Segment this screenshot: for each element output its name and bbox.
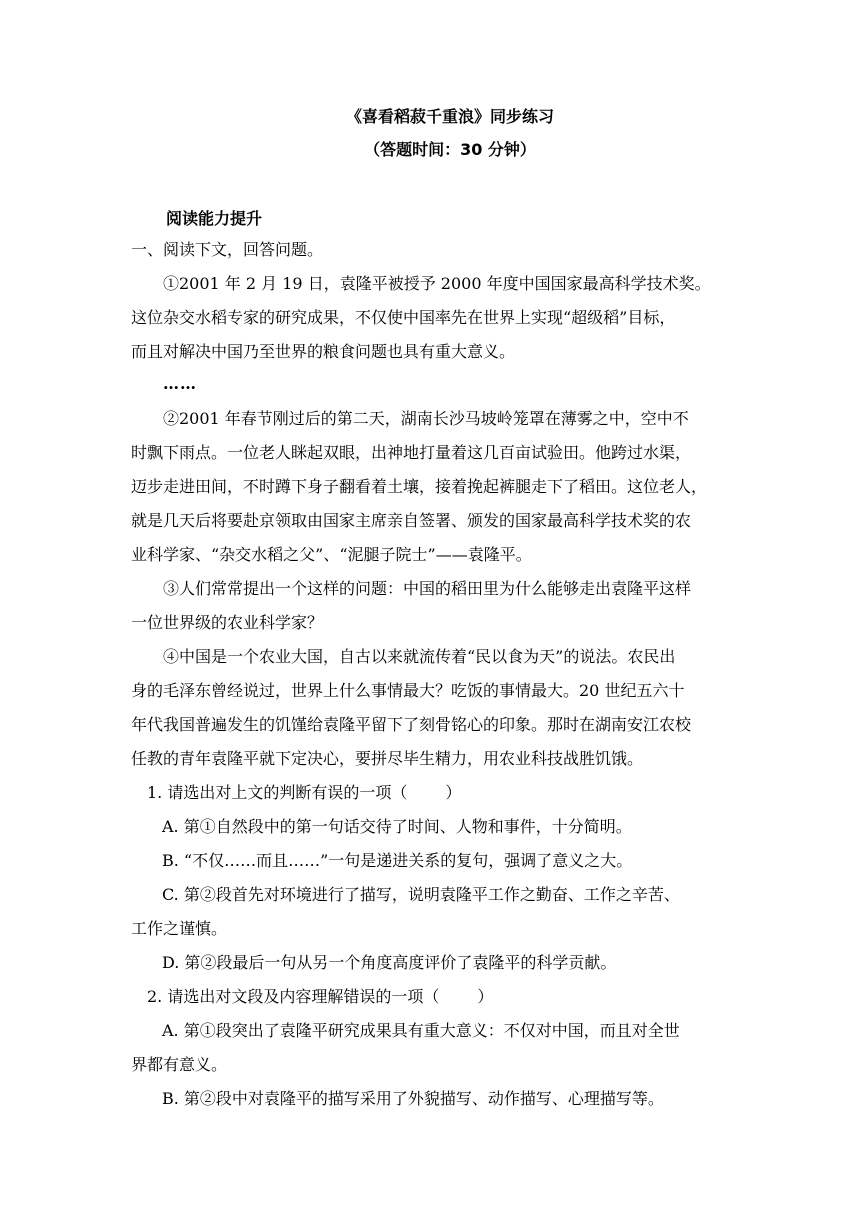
question-1-stem [147,783,461,803]
passage-paragraph-2-line-1: ②2001 年春节刚过后的第二天，湖南长沙马坡岭笼罩在薄雾之中，空中不 [163,409,689,428]
document-title: 《喜看稻菽千重浪》同步练习 [345,107,554,126]
passage-paragraph-1-line-1: ①2001 年 2 月 19 日，袁隆平被授予 2000 年度中国国家最高科学技术奖。 [163,274,711,293]
passage-paragraph-2-line-2: 时飘下雨点。一位老人眯起双眼，出神地打量着这几百亩试验田。他跨过水渠， [131,443,692,462]
question-2-stem [147,987,493,1007]
question-2-option-a-line-1: A. 第①段突出了袁隆平研究成果具有重大意义：不仅对中国，而且对全世 [162,1021,680,1040]
passage-paragraph-4-line-3: 年代我国普遍发生的饥馑给袁隆平留下了刻骨铭心的印象。那时在湖南安江农校 [131,715,692,734]
question-1-option-d: D. 第②段最后一句从另一个角度高度评价了袁隆平的科学贡献。 [162,953,617,972]
passage-paragraph-4-line-2: 身的毛泽东曾经说过，世界上什么事情最大？吃饭的事情最大。20 世纪五六十 [131,681,685,700]
passage-paragraph-4-line-4: 任教的青年袁隆平就下定决心，要拼尽毕生精力，用农业科技战胜饥饿。 [131,749,644,768]
section-heading: 阅读能力提升 [166,209,263,228]
passage-paragraph-2-line-4: 就是几天后将要赴京领取由国家主席亲自签署、颁发的国家最高科学技术奖的农 [131,511,692,530]
question-2-option-a-line-2: 界都有意义。 [131,1055,228,1074]
passage-paragraph-1-line-2: 这位杂交水稻专家的研究成果，不仅使中国率先在世界上实现“超级稻”目标， [131,308,676,327]
passage-paragraph-1-line-3: 而且对解决中国乃至世界的粮食问题也具有重大意义。 [131,342,516,361]
passage-paragraph-4-line-1: ④中国是一个农业大国，自古以来就流传着“民以食为天”的说法。农民出 [163,647,676,666]
question-1-option-c-line-1: C. 第②段首先对环境进行了描写，说明袁隆平工作之勤奋、工作之辛苦、 [162,885,680,904]
question-2-option-b: B. 第②段中对袁隆平的描写采用了外貌描写、动作描写、心理描写等。 [162,1089,664,1108]
question-1-option-c-line-2: 工作之谨慎。 [131,919,228,938]
question-1-stem-close: ） [445,783,462,802]
passage-paragraph-2-line-5: 业科学家、“杂交水稻之父”、“泥腿子院士”——袁隆平。 [131,545,532,564]
question-1-option-b: B. “不仅……而且……”一句是递进关系的复句，强调了意义之大。 [162,851,633,870]
document-subtitle: （答题时间：30 分钟） [364,140,536,159]
question-2-stem-text: 2. 请选出对文段及内容理解错误的一项（ [147,987,440,1006]
question-1-option-a: A. 第①自然段中的第一句话交待了时间、人物和事件，十分简明。 [162,817,632,836]
passage-paragraph-3-line-2: 一位世界级的农业科学家？ [131,613,324,632]
passage-ellipsis: …… [163,374,197,393]
question-1-stem-text: 1. 请选出对上文的判断有误的一项（ [147,783,408,802]
passage-paragraph-3-line-1: ③人们常常提出一个这样的问题：中国的稻田里为什么能够走出袁隆平这样 [163,579,692,598]
question-group-heading: 一、阅读下文，回答问题。 [131,240,324,259]
passage-paragraph-2-line-3: 迈步走进田间，不时蹲下身子翻看着土壤，接着挽起裤腿走下了稻田。这位老人， [131,477,708,496]
question-2-stem-close: ） [477,987,494,1006]
